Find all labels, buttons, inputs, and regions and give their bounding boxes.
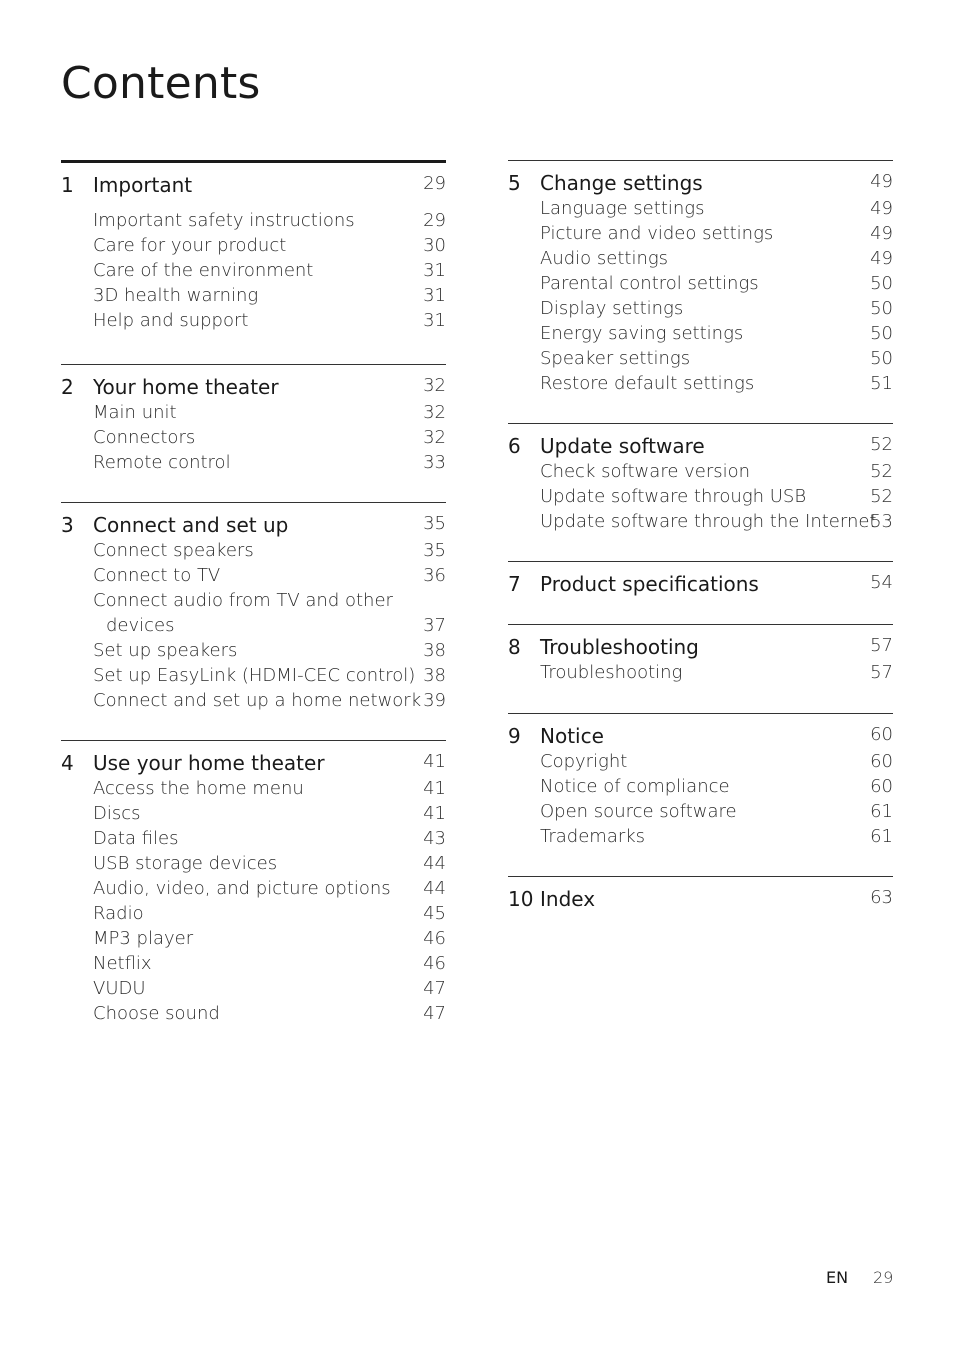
entry-title: Trademarks	[540, 826, 646, 847]
entry-page-number: 37	[423, 615, 446, 636]
entry-page-number: 49	[870, 248, 893, 269]
toc-entry[interactable]	[508, 660, 893, 685]
toc-entry[interactable]	[61, 851, 446, 876]
section-number: 1	[61, 173, 74, 197]
entry-title: Audio settings	[540, 248, 669, 269]
page-title: Contents	[61, 58, 261, 109]
entry-page-number: 43	[423, 828, 446, 849]
entry-title: MP3 player	[93, 928, 194, 949]
entry-page-number: 36	[423, 565, 446, 586]
section-title: Update software	[540, 434, 705, 458]
entry-title: Choose sound	[93, 1003, 220, 1024]
entry-title: Connect to TV	[93, 565, 221, 586]
toc-section-4	[61, 740, 446, 1041]
entry-title: Notice of compliance	[540, 776, 730, 797]
entry-title: Connect speakers	[93, 540, 254, 561]
toc-entry[interactable]	[508, 484, 893, 509]
entry-title: Speaker settings	[540, 348, 691, 369]
toc-section-heading[interactable]	[508, 724, 893, 749]
entry-title: Audio, video, and picture options	[93, 878, 391, 899]
section-number: 4	[61, 751, 74, 775]
entry-title: Discs	[93, 803, 141, 824]
toc-entry[interactable]	[508, 774, 893, 799]
footer-language: EN	[826, 1268, 849, 1287]
toc-entry-list	[61, 538, 446, 713]
toc-entry[interactable]	[61, 926, 446, 951]
entry-page-number: 50	[870, 298, 893, 319]
toc-entry[interactable]	[61, 688, 446, 713]
section-title: Index	[540, 887, 596, 911]
section-page-number: 35	[423, 513, 446, 534]
entry-title: Picture and video settings	[540, 223, 774, 244]
toc-section-2	[61, 364, 446, 502]
toc-section-heading[interactable]	[508, 635, 893, 660]
entry-title: Display settings	[540, 298, 684, 319]
entry-title: Important safety instructions	[93, 210, 355, 231]
entry-title: Troubleshooting	[540, 662, 683, 683]
entry-page-number: 38	[423, 640, 446, 661]
toc-entry[interactable]	[61, 588, 446, 613]
entry-page-number: 52	[870, 461, 893, 482]
entry-title: USB storage devices	[93, 853, 278, 874]
toc-entry[interactable]	[508, 221, 893, 246]
entry-title: Update software through USB	[540, 486, 807, 507]
section-title: Change settings	[540, 171, 703, 195]
toc-section-heading[interactable]	[61, 751, 446, 776]
entry-title: Check software version	[540, 461, 751, 482]
toc-entry[interactable]	[61, 613, 446, 638]
entry-page-number: 44	[423, 878, 446, 899]
toc-section-heading[interactable]	[61, 513, 446, 538]
toc-section-9	[508, 713, 893, 876]
entry-page-number: 52	[870, 486, 893, 507]
toc-entry[interactable]	[61, 901, 446, 926]
toc-entry[interactable]	[61, 563, 446, 588]
entry-title: Connect audio from TV and other	[93, 590, 393, 611]
entry-title: Set up EasyLink (HDMI-CEC control)	[93, 665, 416, 686]
toc-entry[interactable]	[508, 371, 893, 396]
toc-entry[interactable]	[61, 258, 446, 283]
toc-entry[interactable]	[61, 308, 446, 333]
toc-left-column	[61, 160, 446, 1041]
entry-title: Connectors	[93, 427, 196, 448]
section-page-number: 32	[423, 375, 446, 396]
entry-page-number: 30	[423, 235, 446, 256]
entry-title: Radio	[93, 903, 144, 924]
entry-page-number: 41	[423, 778, 446, 799]
toc-section-heading[interactable]	[61, 375, 446, 400]
entry-title: Language settings	[540, 198, 705, 219]
toc-entry[interactable]	[61, 400, 446, 425]
entry-page-number: 38	[423, 665, 446, 686]
footer-page-number: 29	[873, 1268, 894, 1287]
section-title: Important	[93, 173, 193, 197]
toc-entry-list	[508, 660, 893, 685]
toc-entry[interactable]	[61, 801, 446, 826]
entry-page-number: 51	[870, 373, 893, 394]
entry-title: Remote control	[93, 452, 231, 473]
section-page-number: 57	[870, 635, 893, 656]
toc-entry[interactable]	[508, 246, 893, 271]
toc-entry[interactable]	[61, 976, 446, 1001]
entry-page-number: 31	[423, 310, 446, 331]
toc-entry[interactable]	[508, 271, 893, 296]
toc-entry[interactable]	[61, 538, 446, 563]
toc-section-heading[interactable]	[508, 434, 893, 459]
toc-entry-list	[508, 196, 893, 396]
entry-title: devices	[106, 615, 175, 636]
entry-page-number: 57	[870, 662, 893, 683]
toc-entry[interactable]	[61, 663, 446, 688]
entry-page-number: 47	[423, 1003, 446, 1024]
entry-page-number: 41	[423, 803, 446, 824]
toc-entry[interactable]	[508, 824, 893, 849]
entry-page-number: 29	[423, 210, 446, 231]
toc-section-1	[61, 160, 446, 364]
section-title: Connect and set up	[93, 513, 289, 537]
section-page-number: 54	[870, 572, 893, 593]
section-number: 5	[508, 171, 521, 195]
entry-title: Copyright	[540, 751, 628, 772]
toc-entry[interactable]	[508, 799, 893, 824]
entry-page-number: 49	[870, 198, 893, 219]
entry-page-number: 49	[870, 223, 893, 244]
toc-entry[interactable]	[61, 826, 446, 851]
toc-entry[interactable]	[61, 876, 446, 901]
entry-title: Main unit	[93, 402, 177, 423]
entry-title: Access the home menu	[93, 778, 304, 799]
toc-section-heading[interactable]	[508, 572, 893, 597]
entry-page-number: 44	[423, 853, 446, 874]
toc-entry-list	[61, 208, 446, 333]
entry-title: 3D health warning	[93, 285, 259, 306]
section-page-number: 63	[870, 887, 893, 908]
entry-title: Help and support	[93, 310, 249, 331]
toc-section-6	[508, 423, 893, 561]
toc-entry-list	[61, 776, 446, 1026]
section-number: 8	[508, 635, 521, 659]
entry-title: Parental control settings	[540, 273, 759, 294]
entry-title: Open source software	[540, 801, 737, 822]
toc-entry[interactable]	[508, 346, 893, 371]
section-page-number: 52	[870, 434, 893, 455]
entry-title: Restore default settings	[540, 373, 755, 394]
toc-entry-list	[508, 459, 893, 534]
section-title: Your home theater	[93, 375, 279, 399]
entry-title: VUDU	[93, 978, 146, 999]
entry-page-number: 33	[423, 452, 446, 473]
entry-page-number: 50	[870, 323, 893, 344]
entry-page-number: 50	[870, 348, 893, 369]
toc-entry[interactable]	[61, 450, 446, 475]
entry-title: Care for your product	[93, 235, 287, 256]
toc-entry[interactable]	[61, 425, 446, 450]
toc-section-7	[508, 561, 893, 624]
section-number: 10	[508, 887, 534, 911]
section-page-number: 29	[423, 173, 446, 194]
entry-page-number: 61	[870, 826, 893, 847]
entry-page-number: 39	[423, 690, 446, 711]
entry-page-number: 31	[423, 260, 446, 281]
toc-entry[interactable]	[61, 951, 446, 976]
entry-title: Care of the environment	[93, 260, 314, 281]
entry-page-number: 46	[423, 928, 446, 949]
entry-title: Netflix	[93, 953, 152, 974]
entry-page-number: 61	[870, 801, 893, 822]
toc-entry[interactable]	[508, 459, 893, 484]
toc-section-3	[61, 502, 446, 740]
section-title: Notice	[540, 724, 604, 748]
entry-page-number: 47	[423, 978, 446, 999]
toc-entry[interactable]	[508, 749, 893, 774]
section-title: Use your home theater	[93, 751, 325, 775]
entry-page-number: 31	[423, 285, 446, 306]
toc-section-heading[interactable]	[508, 171, 893, 196]
section-number: 6	[508, 434, 521, 458]
entry-page-number: 50	[870, 273, 893, 294]
toc-section-5	[508, 160, 893, 423]
toc-entry[interactable]	[508, 296, 893, 321]
section-title: Product specifications	[540, 572, 759, 596]
section-page-number: 49	[870, 171, 893, 192]
section-page-number: 41	[423, 751, 446, 772]
section-number: 9	[508, 724, 521, 748]
entry-title: Data files	[93, 828, 179, 849]
toc-section-heading[interactable]	[61, 173, 446, 198]
toc-entry[interactable]	[508, 196, 893, 221]
entry-title: Energy saving settings	[540, 323, 744, 344]
toc-section-10	[508, 876, 893, 937]
toc-section-8	[508, 624, 893, 713]
toc-entry[interactable]	[508, 509, 893, 534]
section-number: 7	[508, 572, 521, 596]
toc-entry-list	[61, 400, 446, 475]
entry-page-number: 46	[423, 953, 446, 974]
section-number: 2	[61, 375, 74, 399]
entry-title: Set up speakers	[93, 640, 238, 661]
toc-entry[interactable]	[61, 283, 446, 308]
entry-page-number: 35	[423, 540, 446, 561]
toc-entry[interactable]	[508, 321, 893, 346]
toc-entry-list	[508, 749, 893, 849]
entry-page-number: 32	[423, 402, 446, 423]
toc-section-heading[interactable]	[508, 887, 893, 912]
toc-entry[interactable]	[61, 638, 446, 663]
section-title: Troubleshooting	[540, 635, 699, 659]
toc-entry[interactable]	[61, 208, 446, 233]
entry-title: Connect and set up a home network	[93, 690, 422, 711]
section-page-number: 60	[870, 724, 893, 745]
toc-entry[interactable]	[61, 776, 446, 801]
entry-page-number: 32	[423, 427, 446, 448]
entry-page-number: 60	[870, 751, 893, 772]
entry-page-number: 53	[870, 511, 893, 532]
entry-page-number: 60	[870, 776, 893, 797]
entry-title: Update software through the Internet	[540, 511, 877, 532]
toc-entry[interactable]	[61, 1001, 446, 1026]
entry-page-number: 45	[423, 903, 446, 924]
toc-entry[interactable]	[61, 233, 446, 258]
section-number: 3	[61, 513, 74, 537]
toc-right-column	[508, 160, 893, 937]
